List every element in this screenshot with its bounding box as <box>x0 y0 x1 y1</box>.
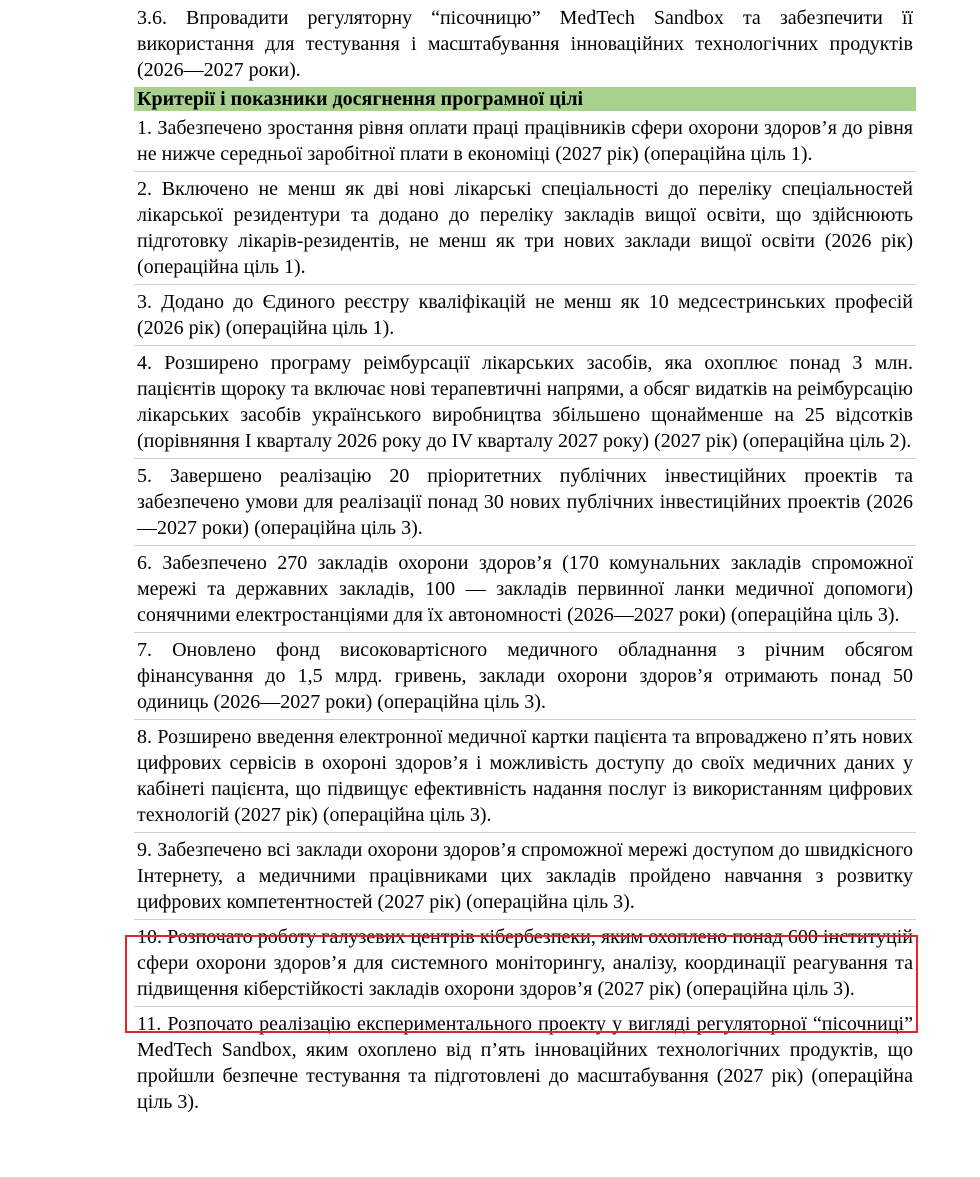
criteria-item-text: 9. Забезпечено всі заклади охорони здоров’я спроможної мережі доступом до швидкісного Інтернету, а медичними працівниками цих закладів пройдено навчання з розвитку цифрових компетентностей (2027 рік) (операційна ціль 3). <box>137 839 913 913</box>
criteria-list <box>134 115 916 1119</box>
criteria-item <box>134 463 916 546</box>
criteria-item <box>134 115 916 172</box>
criteria-item-text: 8. Розширено введення електронної медичної картки пацієнта та впроваджено п’ять нових цифрових сервісів в охороні здоров’я і можливість доступу до своїх медичних даних у кабінеті пацієнта, що підвищує ефективність надання послуг із використанням цифрових технологій (2027 рік) (операційна ціль 3). <box>137 726 913 826</box>
criteria-item <box>134 176 916 285</box>
criteria-item <box>134 350 916 459</box>
criteria-item <box>134 837 916 920</box>
criteria-item-text: 3. Додано до Єдиного реєстру кваліфікацій не менш як 10 медсестринських професій (2026 рік) (операційна ціль 1). <box>137 291 913 339</box>
criteria-item-text: 6. Забезпечено 270 закладів охорони здоров’я (170 комунальних закладів спроможної мережі та державних закладів, 100 — закладів первинної ланки медичної допомоги) сонячними електростанціями для їх автономності (2026—2027 роки) (операційна ціль 3). <box>137 552 913 626</box>
criteria-item <box>134 1011 916 1119</box>
criteria-item <box>134 724 916 833</box>
criteria-item <box>134 637 916 720</box>
criteria-item-text: 4. Розширено програму реімбурсації лікарських засобів, яка охоплює понад 3 млн. пацієнтів щороку та включає нові терапевтичні напрями, а обсяг видатків на реімбурсацію лікарських засобів українського виробництва збільшено щонайменше на 25 відсотків (порівняння I кварталу 2026 року до IV кварталу 2027 року) (2027 рік) (операційна ціль 2). <box>137 352 913 452</box>
criteria-item-text: 1. Забезпечено зростання рівня оплати праці працівників сфери охорони здоров’я до рівня не нижче середньої заробітної плати в економіці (2027 рік) (операційна ціль 1). <box>137 117 913 165</box>
intro-item: 3.6. Впровадити регуляторну “пісочницю” MedTech Sandbox та забезпечити її використання для тестування і масштабування інноваційних технологічних продуктів (2026—2027 роки). <box>137 7 913 81</box>
criteria-item <box>134 289 916 346</box>
criteria-item-text: 5. Завершено реалізацію 20 пріоритетних публічних інвестиційних проектів та забезпечено умови для реалізації понад 30 нових публічних інвестиційних проектів (2026—2027 роки) (операційна ціль 3). <box>137 465 913 539</box>
criteria-item-highlighted <box>134 924 916 1007</box>
criteria-item-text: 7. Оновлено фонд високовартісного медичного обладнання з річним обсягом фінансування до 1,5 млрд. гривень, заклади охорони здоров’я отримають понад 50 одиниць (2026—2027 роки) (операційна ціль 3). <box>137 639 913 713</box>
criteria-item <box>134 550 916 633</box>
criteria-item-text: 10. Розпочато роботу галузевих центрів кібербезпеки, яким охоплено понад 600 інституцій сфери охорони здоров’я для системного моніторингу, аналізу, координації реагування та підвищення кіберстійкості закладів охорони здоров’я (2027 рік) (операційна ціль 3). <box>137 926 913 1000</box>
document-page <box>134 5 916 1123</box>
section-heading: Критерії і показники досягнення програмної цілі <box>134 87 916 111</box>
criteria-item-text: 2. Включено не менш як дві нові лікарські спеціальності до переліку спеціальностей лікарської резидентури та додано до переліку закладів вищої освіти, що здійснюють підготовку лікарів-резидентів, не менш як три нових заклади вищої освіти (2026 рік) (операційна ціль 1). <box>137 178 913 278</box>
criteria-item-text: 11. Розпочато реалізацію експериментального проекту у вигляді регуляторної “пісочниці” MedTech Sandbox, яким охоплено від п’ять інноваційних технологічних продуктів, що пройшли безпечне тестування та підготовлені до масштабування (2027 рік) (операційна ціль 3). <box>137 1013 913 1113</box>
